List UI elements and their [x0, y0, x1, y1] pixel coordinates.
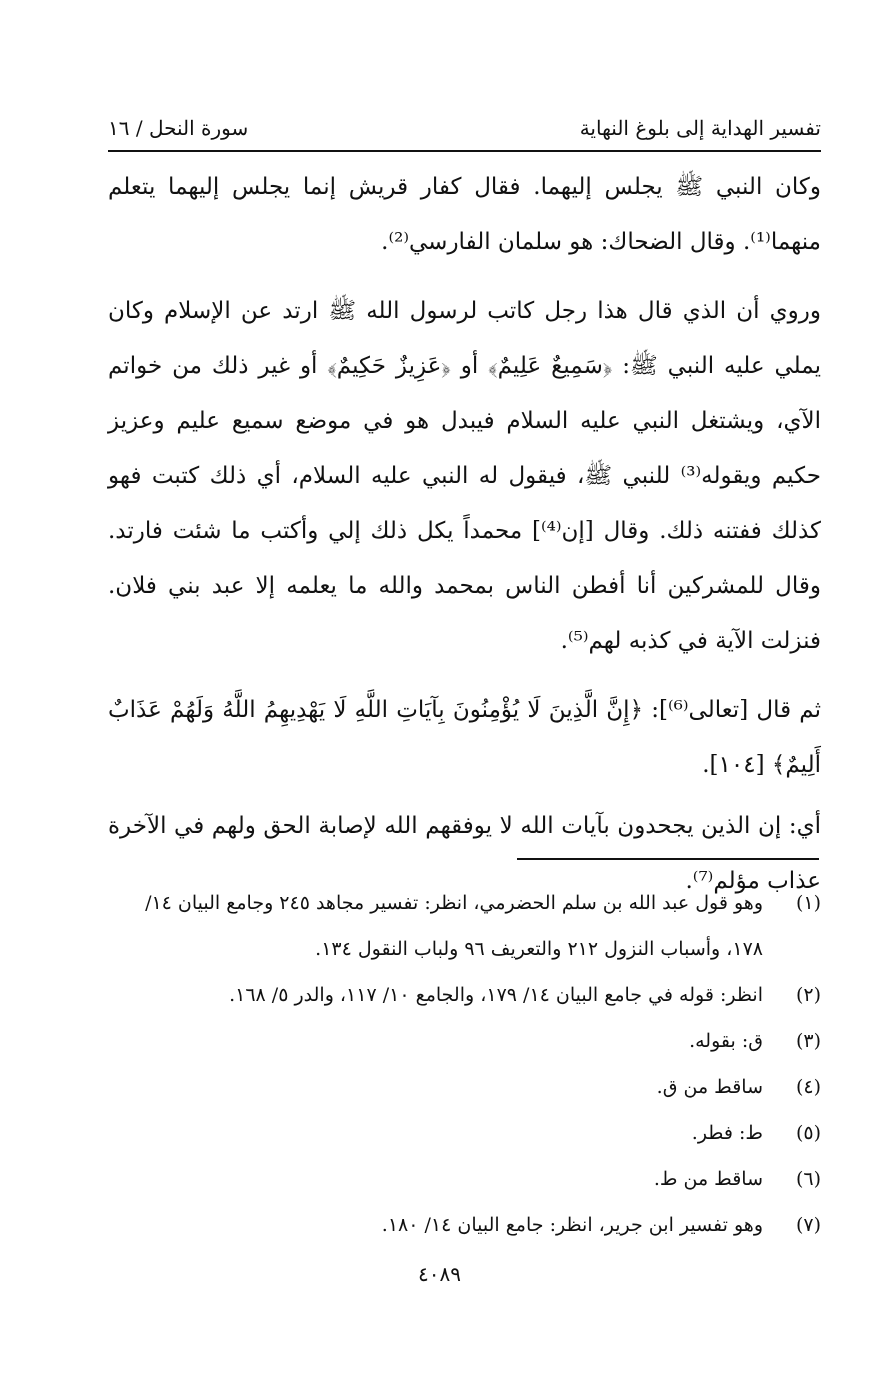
paragraph-3: [108, 683, 821, 793]
footnote-item: [108, 1156, 821, 1202]
paragraph-1: وكان النبي ﷺ يجلس إليهما. فقال كفار قريش إنما يجلس إليهما يتعلم منهما⁽¹⁾. وقال الضحاك: هو سلمان الفارسي⁽²⁾.: [108, 174, 821, 255]
running-header: [108, 108, 821, 150]
footnote-item: [108, 972, 821, 1018]
surah-label: سورة النحل / ١٦: [108, 116, 249, 140]
quran-verse: ﴿إِنَّ الَّذِينَ لَا يُؤْمِنُونَ بِآيَاتِ اللَّهِ لَا يَهْدِيهِمُ اللَّهُ وَلَهُمْ عَذَابٌ أَلِيمٌ﴾: [108, 697, 821, 778]
page-number: ٤٠٨٩: [418, 1262, 461, 1286]
footnote-text: وهو قول عبد الله بن سلم الحضرمي، انظر: تفسير مجاهد ٢٤٥ وجامع البيان ١٤/ ١٧٨، وأسباب النزول ٢١٢ والتعريف ٩٦ ولباب النقول ١٣٤.: [145, 892, 763, 960]
footnote-item: [108, 1018, 821, 1064]
verse-reference: [١٠٤].: [702, 752, 765, 778]
footnote-item: [108, 1064, 821, 1110]
footnote-text: انظر: قوله في جامع البيان ١٤/ ١٧٩، والجامع ١٠/ ١١٧، والدر ٥/ ١٦٨.: [229, 984, 763, 1006]
footnote-number: (٣): [795, 1030, 821, 1052]
book-title: تفسير الهداية إلى بلوغ النهاية: [579, 116, 821, 140]
footnote-number: (٤): [795, 1076, 821, 1098]
footnote-item: [108, 1110, 821, 1156]
footnote-divider: [517, 858, 819, 860]
footnote-number: (٥): [795, 1122, 821, 1144]
footnote-number: (٧): [795, 1214, 821, 1236]
footnote-number: (٢): [795, 984, 821, 1006]
footnote-text: ق: بقوله.: [689, 1030, 763, 1052]
footnote-number: (١): [795, 892, 821, 914]
footnote-text: ط: فطر.: [691, 1122, 763, 1144]
paragraph-4: أي: إن الذين يجحدون بآيات الله لا يوفقهم الله لإصابة الحق ولهم في الآخرة عذاب مؤلم⁽⁷⁾.: [108, 813, 821, 894]
footnote-item: [108, 880, 821, 972]
main-text: [108, 160, 821, 923]
paragraph-2: وروي أن الذي قال هذا رجل كاتب لرسول الله ﷺ ارتد عن الإسلام وكان يملي عليه النبي ﷺ: ﴿سَمِيعٌ عَلِيمٌ﴾ أو ﴿عَزِيزٌ حَكِيمٌ﴾ أو غير ذلك من خواتم الآي، ويشتغل النبي عليه السلام فيبدل هو في موضع سميع عليم وعزيز حكيم ويقوله⁽³⁾ للنبي ﷺ، فيقول له النبي عليه السلام، أي ذلك كتبت فهو كذلك ففتنه ذلك. وقال [إن⁽⁴⁾] محمداً يكل ذلك إلي وأكتب ما شئت فارتد. وقال للمشركين أنا أفطن الناس بمحمد والله ما يعلمه إلا عبد بني فلان. فنزلت الآية في كذبه لهم⁽⁵⁾.: [108, 298, 822, 654]
footnote-text: ساقط من ق.: [656, 1076, 763, 1098]
footnote-text: وهو تفسير ابن جرير، انظر: جامع البيان ١٤/ ١٨٠.: [381, 1214, 763, 1236]
verse-intro: ثم قال [تعالى⁽⁶⁾]:: [651, 697, 821, 723]
footnote-text: ساقط من ط.: [653, 1168, 763, 1190]
footnote-item: [108, 1202, 821, 1248]
footnotes: [108, 880, 821, 1248]
footnote-number: (٦): [795, 1168, 821, 1190]
header-divider: [108, 150, 821, 152]
